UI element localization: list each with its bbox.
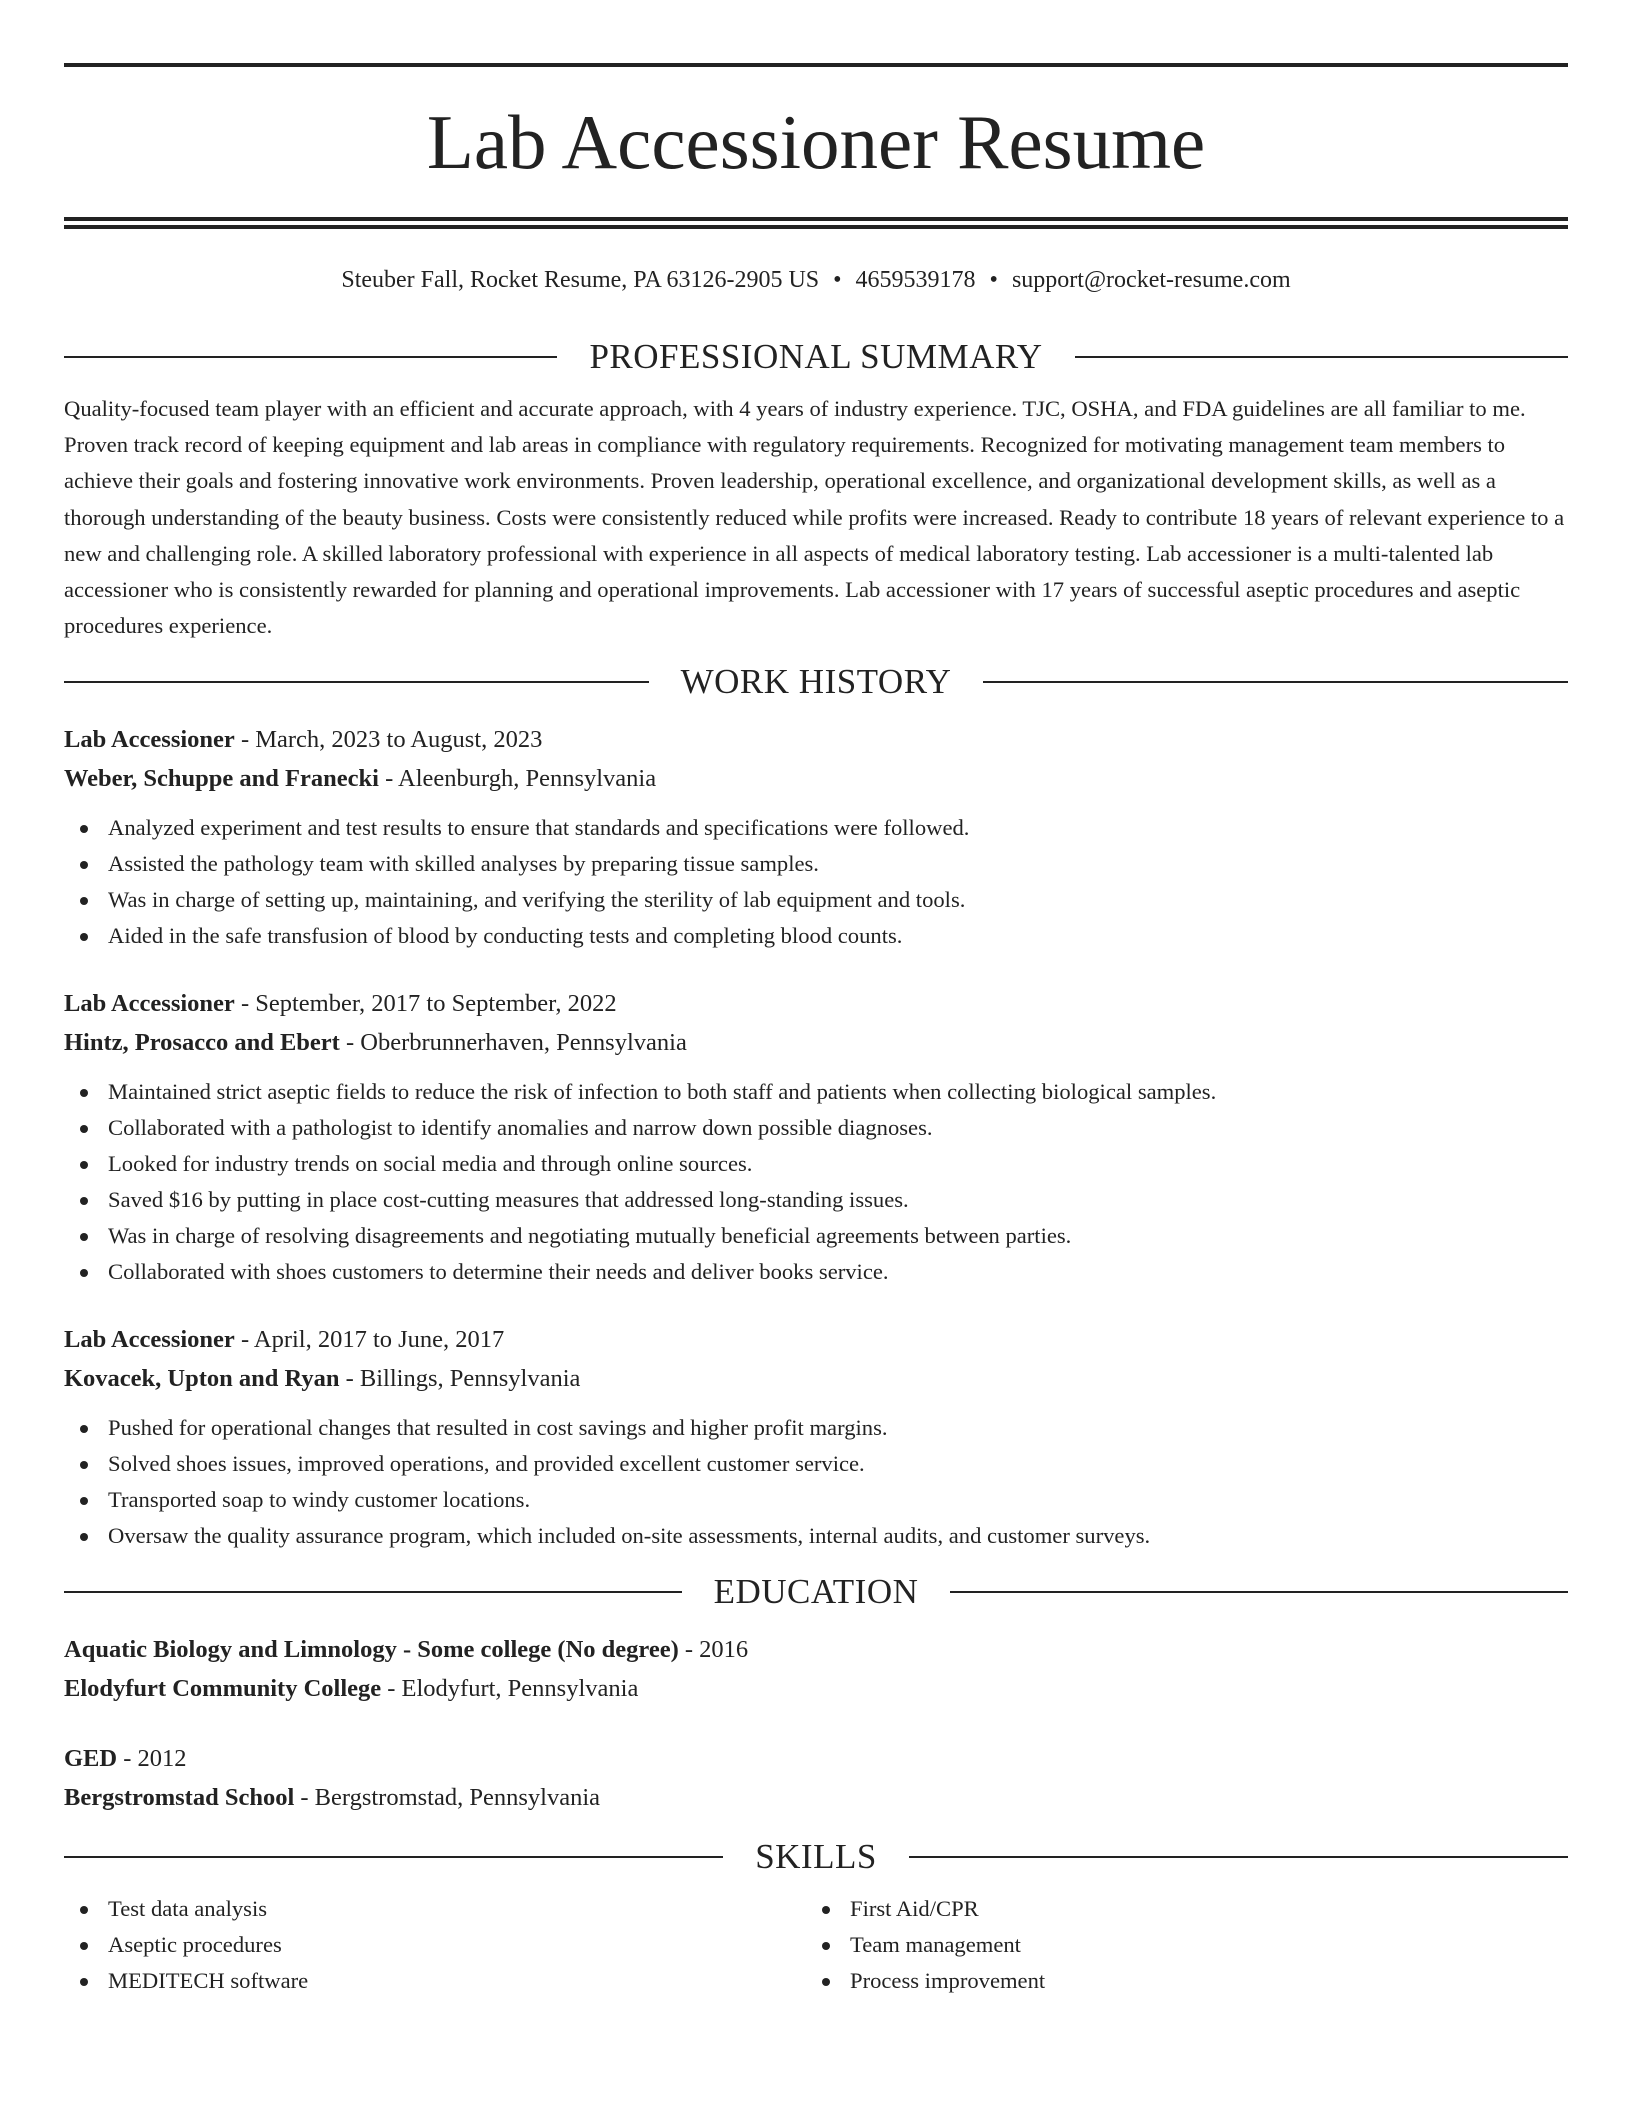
list-item: [64, 1410, 1568, 1446]
bullet-text: Assisted the pathology team with skilled analyses by preparing tissue samples.: [108, 851, 819, 877]
education-location: - Bergstromstad, Pennsylvania: [294, 1784, 601, 1812]
skills-column-left: [64, 1891, 806, 1999]
bullet-icon: [80, 1089, 88, 1097]
section-title: SKILLS: [755, 1837, 877, 1877]
job-company-line: [64, 1023, 1568, 1062]
contact-separator: •: [833, 267, 842, 293]
bullet-text: Collaborated with a pathologist to identify anomalies and narrow down possible diagnoses.: [108, 1115, 933, 1141]
bullet-icon: [80, 1461, 88, 1469]
top-rule: [64, 63, 1568, 67]
section-title: WORK HISTORY: [680, 662, 952, 702]
bullet-text: Pushed for operational changes that resulted in cost savings and higher profit margins.: [108, 1415, 888, 1441]
bullet-text: Oversaw the quality assurance program, which included on-site assessments, internal audits, and customer surveys.: [108, 1523, 1151, 1549]
summary-text: Quality-focused team player with an efficient and accurate approach, with 4 years of industry experience. TJC, OSHA, and FDA guidelines are all familiar to me. Proven track record of keeping equipment and lab areas in compliance with regulatory requirements. Recognized for motivating management team members to achieve their goals and fostering innovative work environments. Proven leadership, operational excellence, and organizational development skills, as well as a thorough understanding of the beauty business. Costs were consistently reduced while profits were increased. Ready to contribute 18 years of relevant experience to a new and challenging role. A skilled laboratory professional with experience in all aspects of medical laboratory testing. Lab accessioner is a multi-talented lab accessioner who is consistently rewarded for planning and operational improvements. Lab accessioner with 17 years of successful aseptic procedures and aseptic procedures experience.: [64, 396, 1565, 639]
bullet-text: Analyzed experiment and test results to ensure that standards and specifications were followed.: [108, 815, 970, 841]
job-company: Hintz, Prosacco and Ebert: [64, 1029, 340, 1057]
job-company: Kovacek, Upton and Ryan: [64, 1365, 340, 1393]
list-item: [64, 1963, 806, 1999]
education-degree: GED: [64, 1745, 118, 1773]
list-item: [64, 1182, 1568, 1218]
bullet-icon: [80, 1161, 88, 1169]
bullet-icon: [80, 897, 88, 905]
bullet-icon: [822, 1906, 830, 1914]
bullet-icon: [80, 1425, 88, 1433]
education-degree: Aquatic Biology and Limnology - Some college (No degree): [64, 1636, 679, 1664]
bullet-icon: [80, 1906, 88, 1914]
bullet-text: Transported soap to windy customer locations.: [108, 1487, 531, 1513]
job-title-line: [64, 984, 1568, 1023]
contact-email: support@rocket-resume.com: [1011, 267, 1291, 293]
divider: [64, 1591, 682, 1593]
list-item: [64, 1446, 1568, 1482]
education-school: Bergstromstad School: [64, 1784, 295, 1812]
skill-text: First Aid/CPR: [850, 1896, 979, 1922]
bullet-text: Maintained strict aseptic fields to reduce the risk of infection to both staff and patients when collecting biological samples.: [108, 1079, 1217, 1105]
skill-text: Team management: [850, 1932, 1021, 1958]
skill-text: Test data analysis: [108, 1896, 268, 1922]
job-title-line: [64, 720, 1568, 759]
list-item: [64, 1146, 1568, 1182]
education-entry: [64, 1739, 1568, 1817]
education-year: - 2016: [678, 1636, 749, 1664]
bullet-icon: [80, 825, 88, 833]
job-company-line: [64, 759, 1568, 798]
divider: [950, 1591, 1568, 1593]
bullet-icon: [80, 1978, 88, 1986]
job-title: Lab Accessioner: [64, 726, 235, 754]
bullet-text: Looked for industry trends on social media and through online sources.: [108, 1151, 753, 1177]
contact-phone: 4659539178: [855, 267, 976, 293]
bullet-icon: [80, 1497, 88, 1505]
list-item: [64, 1218, 1568, 1254]
education-entry: [64, 1630, 1568, 1708]
bullet-icon: [80, 933, 88, 941]
divider: [64, 681, 649, 683]
job-bullets: [64, 1074, 1568, 1290]
skills-list: [64, 1891, 1568, 1999]
job-location: - Billings, Pennsylvania: [339, 1365, 581, 1393]
list-item: [64, 882, 1568, 918]
skill-text: MEDITECH software: [108, 1968, 309, 1994]
divider: [1075, 356, 1568, 358]
bullet-icon: [80, 1197, 88, 1205]
list-item: [64, 1518, 1568, 1554]
section-heading-education: [64, 1570, 1568, 1614]
job-dates: - April, 2017 to June, 2017: [234, 1326, 505, 1354]
job-dates: - September, 2017 to September, 2022: [234, 990, 617, 1018]
job-entry: [64, 1320, 1568, 1554]
bullet-icon: [80, 861, 88, 869]
divider: [983, 681, 1568, 683]
list-item: [806, 1963, 1548, 1999]
list-item: [64, 1891, 806, 1927]
bullet-text: Collaborated with shoes customers to determine their needs and deliver books service.: [108, 1259, 889, 1285]
divider: [64, 356, 557, 358]
page-title: Lab Accessioner Resume: [426, 99, 1206, 185]
education-school-line: [64, 1778, 1568, 1817]
bullet-icon: [80, 1533, 88, 1541]
job-dates: - March, 2023 to August, 2023: [234, 726, 543, 754]
bullet-icon: [822, 1942, 830, 1950]
divider: [64, 1856, 723, 1858]
list-item: [806, 1927, 1548, 1963]
bullet-icon: [80, 1125, 88, 1133]
list-item: [64, 1482, 1568, 1518]
list-item: [806, 1891, 1548, 1927]
resume-page: [64, 0, 1568, 1999]
education-year: - 2012: [117, 1745, 187, 1773]
education-location: - Elodyfurt, Pennsylvania: [381, 1675, 639, 1703]
bullet-icon: [80, 1942, 88, 1950]
skills-column-right: [806, 1891, 1548, 1999]
contact-address: Steuber Fall, Rocket Resume, PA 63126-2905 US: [341, 267, 820, 293]
list-item: [64, 1927, 806, 1963]
list-item: [64, 1074, 1568, 1110]
bullet-text: Was in charge of resolving disagreements and negotiating mutually beneficial agreements between parties.: [108, 1223, 1072, 1249]
list-item: [64, 1110, 1568, 1146]
job-title: Lab Accessioner: [64, 1326, 235, 1354]
bullet-icon: [822, 1978, 830, 1986]
list-item: [64, 846, 1568, 882]
job-location: - Oberbrunnerhaven, Pennsylvania: [339, 1029, 687, 1057]
bullet-icon: [80, 1269, 88, 1277]
bullet-text: Was in charge of setting up, maintaining, and verifying the sterility of lab equipment and tools.: [108, 887, 966, 913]
education-degree-line: [64, 1739, 1568, 1778]
section-title: PROFESSIONAL SUMMARY: [589, 337, 1043, 376]
section-heading-work: [64, 660, 1568, 704]
job-bullets: [64, 810, 1568, 954]
job-entry: [64, 984, 1568, 1290]
list-item: [64, 1254, 1568, 1290]
job-company-line: [64, 1359, 1568, 1398]
education-school-line: [64, 1669, 1568, 1708]
job-bullets: [64, 1410, 1568, 1554]
bullet-text: Aided in the safe transfusion of blood by conducting tests and completing blood counts.: [108, 923, 903, 949]
section-heading-summary: [64, 335, 1568, 379]
bullet-text: Saved $16 by putting in place cost-cutting measures that addressed long-standing issues.: [108, 1187, 909, 1213]
education-degree-line: [64, 1630, 1568, 1669]
skill-text: Process improvement: [850, 1968, 1046, 1994]
education-school: Elodyfurt Community College: [64, 1675, 382, 1703]
job-title: Lab Accessioner: [64, 990, 235, 1018]
contact-line: [64, 265, 1568, 295]
job-company: Weber, Schuppe and Franecki: [64, 765, 379, 793]
job-entry: [64, 720, 1568, 954]
section-title: EDUCATION: [713, 1572, 919, 1612]
job-title-line: [64, 1320, 1568, 1359]
job-location: - Aleenburgh, Pennsylvania: [378, 765, 657, 793]
list-item: [64, 810, 1568, 846]
contact-separator: •: [989, 267, 998, 293]
bullet-text: Solved shoes issues, improved operations, and provided excellent customer service.: [108, 1451, 865, 1477]
title-double-rule: [64, 217, 1568, 229]
section-heading-skills: [64, 1835, 1568, 1879]
divider: [909, 1856, 1568, 1858]
list-item: [64, 918, 1568, 954]
bullet-icon: [80, 1233, 88, 1241]
skill-text: Aseptic procedures: [108, 1932, 282, 1958]
